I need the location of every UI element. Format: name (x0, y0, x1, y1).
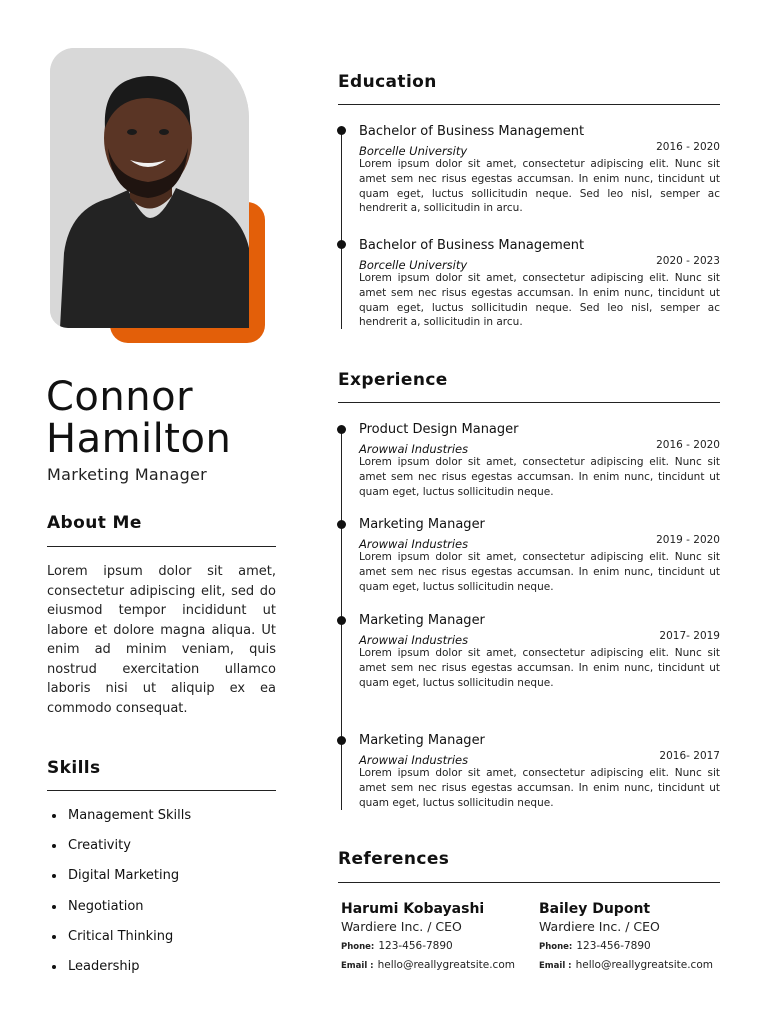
skill-item: Digital Marketing (52, 866, 191, 896)
job-title: Marketing Manager (47, 465, 208, 484)
experience-entry (359, 517, 720, 594)
phone-label: Phone: (341, 942, 375, 952)
education-entry (359, 124, 720, 216)
education-description: Lorem ipsum dolor sit amet, consectetur adipiscing elit. Nunc sit amet sem nec risus egestas accumsan. In enim nunc, tincidunt ut quam eget, luctus sollicitudin neque. Sed leo nisl, semper ac hendrerit a, sollicitudin in arcu. (359, 158, 720, 215)
skill-item: Creativity (52, 836, 191, 866)
first-name: Connor (46, 374, 194, 420)
timeline-dot (337, 520, 346, 529)
education-heading: Education (338, 72, 437, 92)
reference-phone-row (539, 939, 729, 954)
reference-email-row (341, 958, 531, 973)
experience-heading: Experience (338, 370, 448, 390)
education-description: Lorem ipsum dolor sit amet, consectetur adipiscing elit. Nunc sit amet sem nec risus egestas accumsan. In enim nunc, tincidunt ut quam eget, luctus sollicitudin neque. Sed leo nisl, semper ac hendrerit a, sollicitudin in arcu. (359, 272, 720, 329)
timeline-dot (337, 240, 346, 249)
education-degree: Bachelor of Business Management (359, 124, 585, 139)
reference-card (539, 900, 729, 973)
education-degree: Bachelor of Business Management (359, 238, 585, 253)
experience-dates: 2016 - 2020 (656, 439, 720, 451)
email-label: Email : (341, 961, 374, 971)
skill-item: Negotiation (52, 897, 191, 927)
education-school: Borcelle University (359, 258, 468, 272)
experience-dates: 2019 - 2020 (656, 534, 720, 546)
experience-company: Arowwai Industries (359, 633, 469, 647)
reference-phone-row (341, 939, 531, 954)
timeline-dot (337, 425, 346, 434)
education-timeline (341, 127, 342, 329)
experience-description: Lorem ipsum dolor sit amet, consectetur adipiscing elit. Nunc sit amet sem nec risus egestas accumsan. In enim nunc, tincidunt ut quam eget, luctus sollicitudin neque. (359, 456, 720, 498)
skills-list (52, 806, 191, 987)
experience-entry (359, 422, 720, 499)
reference-card (341, 900, 531, 973)
experience-dates: 2017- 2019 (659, 630, 720, 642)
profile-photo (50, 48, 249, 328)
reference-email: hello@reallygreatsite.com (377, 959, 515, 971)
candidate-name (46, 376, 306, 460)
experience-entry (359, 613, 720, 690)
experience-company: Arowwai Industries (359, 753, 469, 767)
skill-item: Management Skills (52, 806, 191, 836)
experience-divider (338, 402, 720, 403)
about-text: Lorem ipsum dolor sit amet, consectetur adipiscing elit, sed do eiusmod tempor incididunt ut labore et dolore magna aliqua. Ut enim ad minim veniam, quis nostrud exercitation ullamco laboris nisi ut aliquip ex ea commodo consequat. (47, 564, 276, 716)
about-divider (47, 546, 276, 547)
last-name: Hamilton (46, 416, 232, 462)
experience-description: Lorem ipsum dolor sit amet, consectetur adipiscing elit. Nunc sit amet sem nec risus egestas accumsan. In enim nunc, tincidunt ut quam eget, luctus sollicitudin neque. (359, 647, 720, 689)
experience-role: Marketing Manager (359, 613, 485, 628)
reference-email-row (539, 958, 729, 973)
skills-divider (47, 790, 276, 791)
experience-company: Arowwai Industries (359, 537, 469, 551)
email-label: Email : (539, 961, 572, 971)
education-entry (359, 238, 720, 330)
experience-role: Marketing Manager (359, 733, 485, 748)
about-heading: About Me (47, 513, 142, 533)
phone-label: Phone: (539, 942, 573, 952)
experience-dates: 2016- 2017 (659, 750, 720, 762)
experience-description: Lorem ipsum dolor sit amet, consectetur adipiscing elit. Nunc sit amet sem nec risus egestas accumsan. In enim nunc, tincidunt ut quam eget, luctus sollicitudin neque. (359, 551, 720, 593)
education-dates: 2020 - 2023 (656, 255, 720, 267)
references-heading: References (338, 849, 450, 869)
reference-company: Wardiere Inc. / CEO (539, 919, 660, 934)
experience-entry (359, 733, 720, 810)
reference-phone: 123-456-7890 (576, 940, 651, 952)
experience-role: Product Design Manager (359, 422, 519, 437)
reference-name: Harumi Kobayashi (341, 901, 485, 917)
reference-name: Bailey Dupont (539, 901, 651, 917)
references-divider (338, 882, 720, 883)
reference-email: hello@reallygreatsite.com (575, 959, 713, 971)
education-dates: 2016 - 2020 (656, 141, 720, 153)
skills-heading: Skills (47, 758, 101, 778)
skill-item: Critical Thinking (52, 927, 191, 957)
education-divider (338, 104, 720, 105)
education-school: Borcelle University (359, 144, 468, 158)
experience-role: Marketing Manager (359, 517, 485, 532)
reference-phone: 123-456-7890 (378, 940, 453, 952)
timeline-dot (337, 616, 346, 625)
timeline-dot (337, 736, 346, 745)
experience-description: Lorem ipsum dolor sit amet, consectetur adipiscing elit. Nunc sit amet sem nec risus egestas accumsan. In enim nunc, tincidunt ut quam eget, luctus sollicitudin neque. (359, 767, 720, 809)
experience-company: Arowwai Industries (359, 442, 469, 456)
timeline-dot (337, 126, 346, 135)
reference-company: Wardiere Inc. / CEO (341, 919, 462, 934)
skill-item: Leadership (52, 957, 191, 987)
person-portrait-icon (50, 48, 249, 328)
